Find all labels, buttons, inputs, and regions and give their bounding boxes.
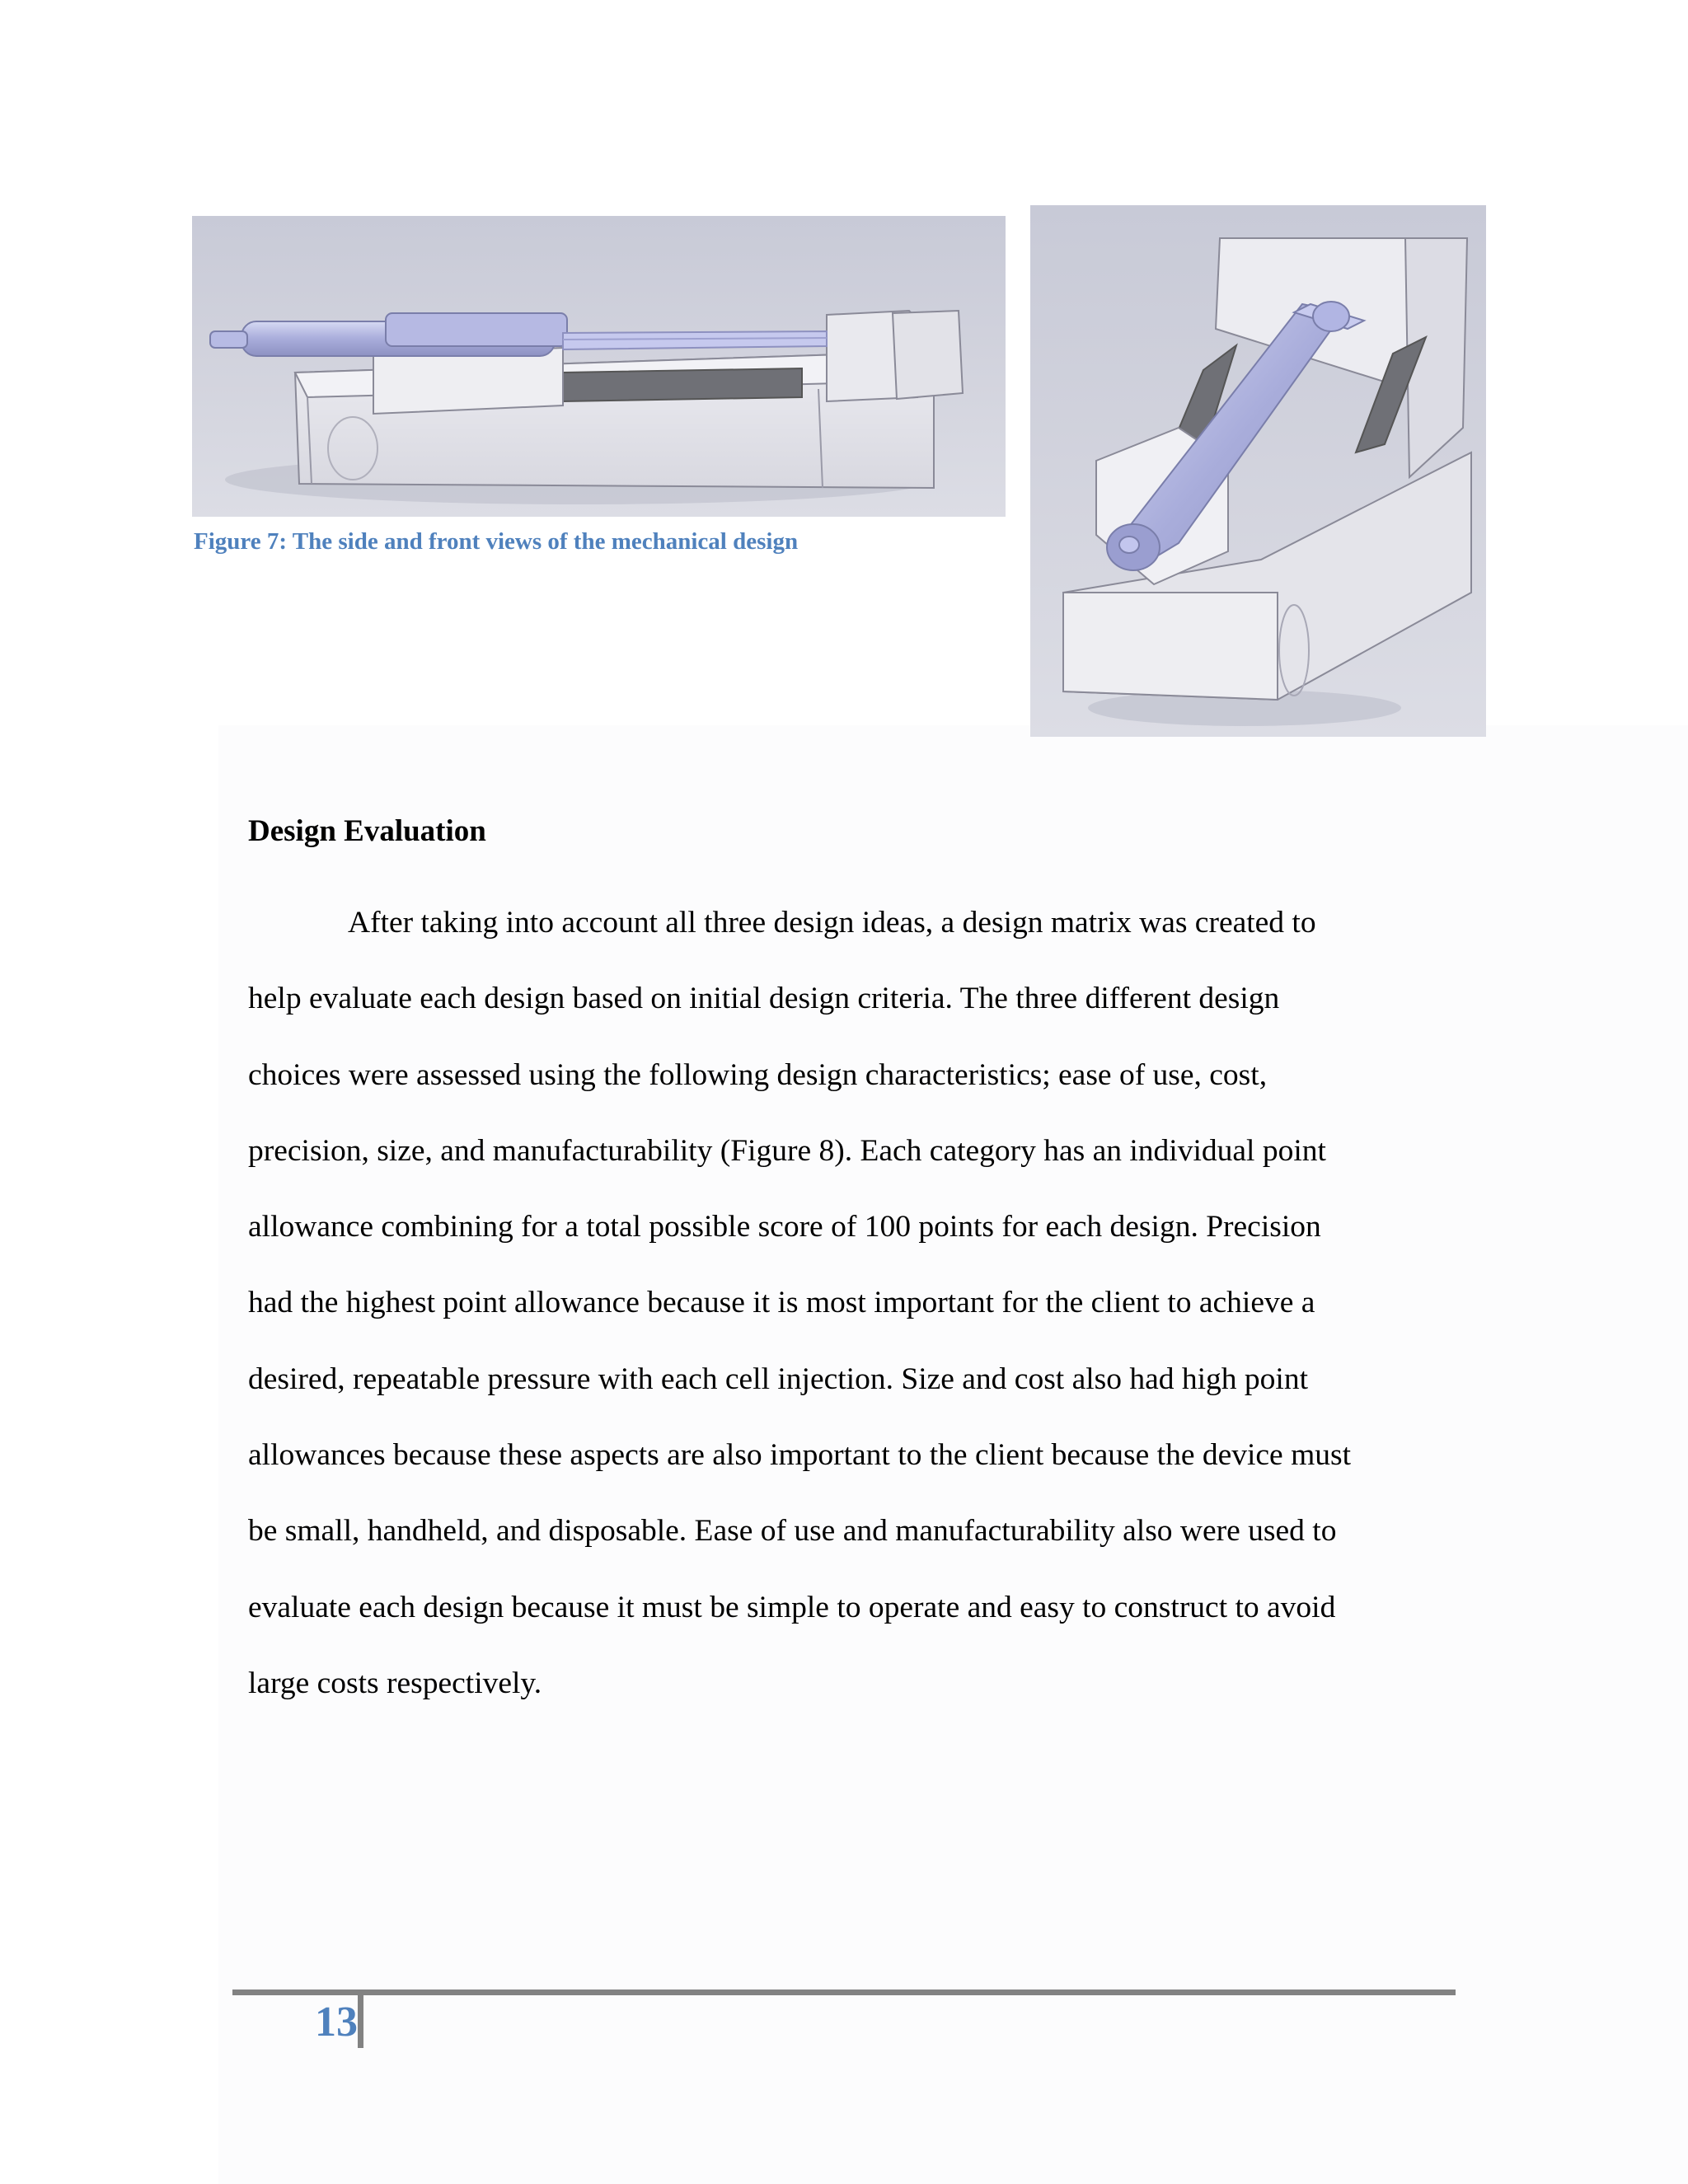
paragraph-line: allowance combining for a total possible score of 100 points for each design. Precision <box>248 1210 1321 1244</box>
paragraph-line: allowances because these aspects are also important to the client because the device must <box>248 1438 1352 1473</box>
page-number-divider <box>358 1995 363 2048</box>
paragraph-line: precision, size, and manufacturability (Figure 8). Each category has an individual point <box>248 1133 1326 1168</box>
paragraph-line: had the highest point allowance because it is most important for the client to achieve a <box>248 1286 1315 1320</box>
front-view-image <box>1030 205 1486 737</box>
section-heading: Design Evaluation <box>248 814 486 848</box>
footer-rule <box>232 1990 1456 1995</box>
figure-caption: Figure 7: The side and front views of the mechanical design <box>194 528 799 555</box>
side-view-drawing <box>192 216 1006 517</box>
body-paragraph <box>248 885 1451 1722</box>
page-number: 13 <box>315 1999 358 2046</box>
paragraph-line: large costs respectively. <box>248 1666 542 1700</box>
side-view-image <box>192 216 1006 517</box>
paragraph-line: desired, repeatable pressure with each cell injection. Size and cost also had high point <box>248 1361 1309 1396</box>
paragraph-line: After taking into account all three design ideas, a design matrix was created to <box>348 906 1316 940</box>
paragraph-line: choices were assessed using the following design characteristics; ease of use, cost, <box>248 1057 1268 1092</box>
paragraph-line: be small, handheld, and disposable. Ease of use and manufacturability also were used to <box>248 1514 1337 1549</box>
paragraph-line: help evaluate each design based on initial design criteria. The three different design <box>248 982 1280 1016</box>
front-view-drawing <box>1030 205 1486 737</box>
paragraph-line: evaluate each design because it must be simple to operate and easy to construct to avoid <box>248 1590 1336 1624</box>
